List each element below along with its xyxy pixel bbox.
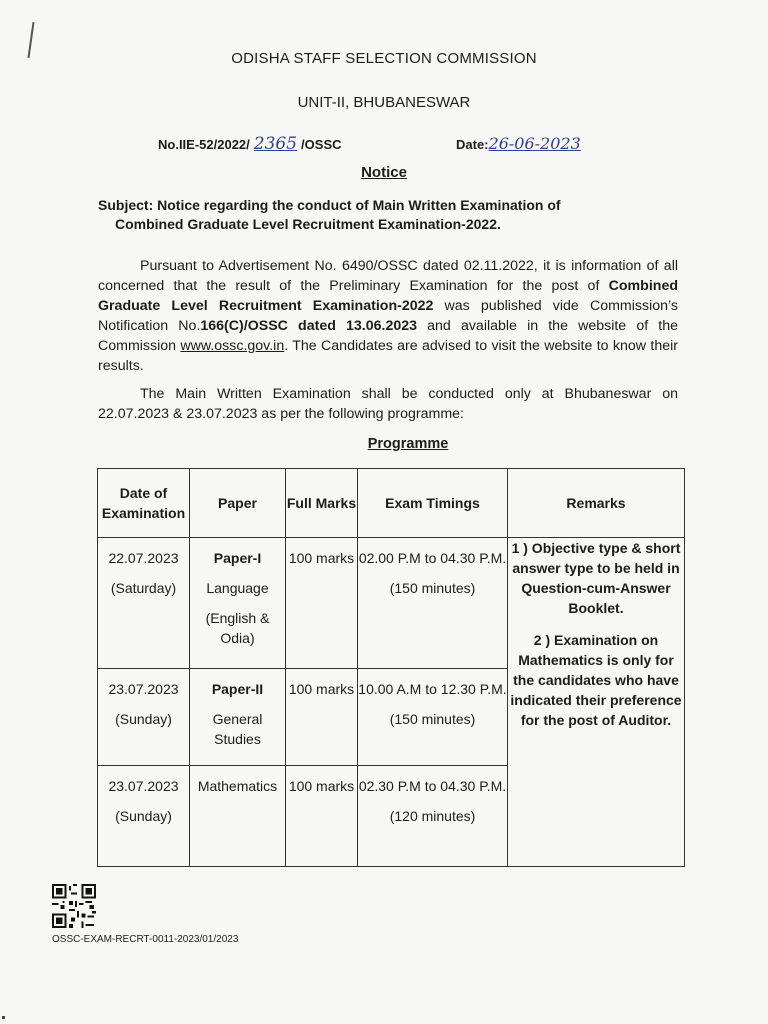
reference-number [158, 134, 342, 154]
para1-exam-name: Combined Graduate Level Recruitment Examination-2022 [98, 278, 678, 314]
remarks-cell [508, 538, 685, 867]
row-paper-detail: Language [206, 580, 269, 596]
unit-name: UNIT-II, BHUBANESWAR [297, 94, 471, 111]
website-link[interactable]: www.ossc.gov.in [180, 338, 285, 354]
footer-code: OSSC-EXAM-RECRT-0011-2023/01/2023 [52, 934, 239, 945]
table-header-row [98, 469, 685, 538]
ref-prefix: No.IIE-52/2022/ [158, 137, 250, 152]
remark-1: 1 ) Objective type & short answer type to be held in Question-cum-Answer Booklet. [511, 540, 681, 616]
row-marks: 100 marks [288, 550, 355, 566]
row-timing: 02.00 P.M to 04.30 P.M. [358, 550, 507, 566]
row-duration: (120 minutes) [389, 808, 476, 824]
qr-code-icon [52, 884, 96, 928]
row-day: (Sunday) [115, 808, 172, 824]
table-row [98, 538, 685, 669]
row-paper: Paper-II [211, 681, 264, 697]
ref-suffix: /OSSC [301, 137, 342, 152]
row-day: (Sunday) [115, 711, 172, 727]
row-marks: 100 marks [288, 681, 355, 697]
para1-text-d: . The Candidates are advised to visit the website to know their results. [98, 338, 678, 374]
header-date: Date of Examination [98, 469, 190, 538]
row-date: 23.07.2023 [108, 778, 179, 794]
header-paper: Paper [190, 469, 286, 538]
row-date: 23.07.2023 [108, 681, 179, 697]
row-duration: (150 minutes) [389, 711, 476, 727]
row-timing: 10.00 A.M to 12.30 P.M. [358, 681, 507, 697]
ref-handwritten: 2365 [253, 134, 298, 154]
para1-text-b: was published vide Commission’s Notification No. [98, 298, 678, 334]
para1-text-c: and available in the website of the Commission [98, 318, 678, 354]
subject [98, 196, 658, 234]
row-paper-detail: General Studies [212, 711, 263, 747]
row-paper: Paper-I [213, 550, 262, 566]
row-duration: (150 minutes) [389, 580, 476, 596]
para1-notification: 166(C)/OSSC dated 13.06.2023 [200, 318, 418, 334]
paragraph-2: The Main Written Examination shall be conducted only at Bhubaneswar on 22.07.2023 & 23.07.2023 as per the following programme: [98, 386, 678, 422]
programme-title: Programme [367, 436, 449, 452]
date-label: Date: [456, 137, 489, 152]
row-timing: 02.30 P.M to 04.30 P.M. [358, 778, 507, 794]
date-handwritten: 26-06-2023 [488, 134, 581, 153]
paragraph-1 [98, 256, 678, 376]
row-paper-detail-2: (English & Odia) [205, 610, 270, 646]
notice-title: Notice [361, 164, 407, 181]
row-day: (Saturday) [110, 580, 177, 596]
scan-speck [2, 1016, 5, 1019]
row-marks: 100 marks [288, 778, 355, 794]
header-timings: Exam Timings [358, 469, 508, 538]
header-remarks: Remarks [508, 469, 685, 538]
subject-line-2: Combined Graduate Level Recruitment Examination-2022. [115, 216, 501, 232]
row-paper: Mathematics [197, 778, 278, 794]
exam-schedule-table [97, 468, 685, 867]
header-marks: Full Marks [286, 469, 358, 538]
remark-2: 2 ) Examination on Mathematics is only for the candidates who have indicated their preference for the post of Auditor. [510, 632, 682, 728]
row-date: 22.07.2023 [108, 550, 179, 566]
organization-name: ODISHA STAFF SELECTION COMMISSION [231, 50, 537, 67]
subject-line-1: Subject: Notice regarding the conduct of Main Written Examination of [98, 197, 561, 213]
notice-date [456, 134, 581, 153]
para1-text-a: Pursuant to Advertisement No. 6490/OSSC dated 02.11.2022, it is information of all concerned that the result of the Preliminary Examination for the post of [98, 258, 678, 294]
